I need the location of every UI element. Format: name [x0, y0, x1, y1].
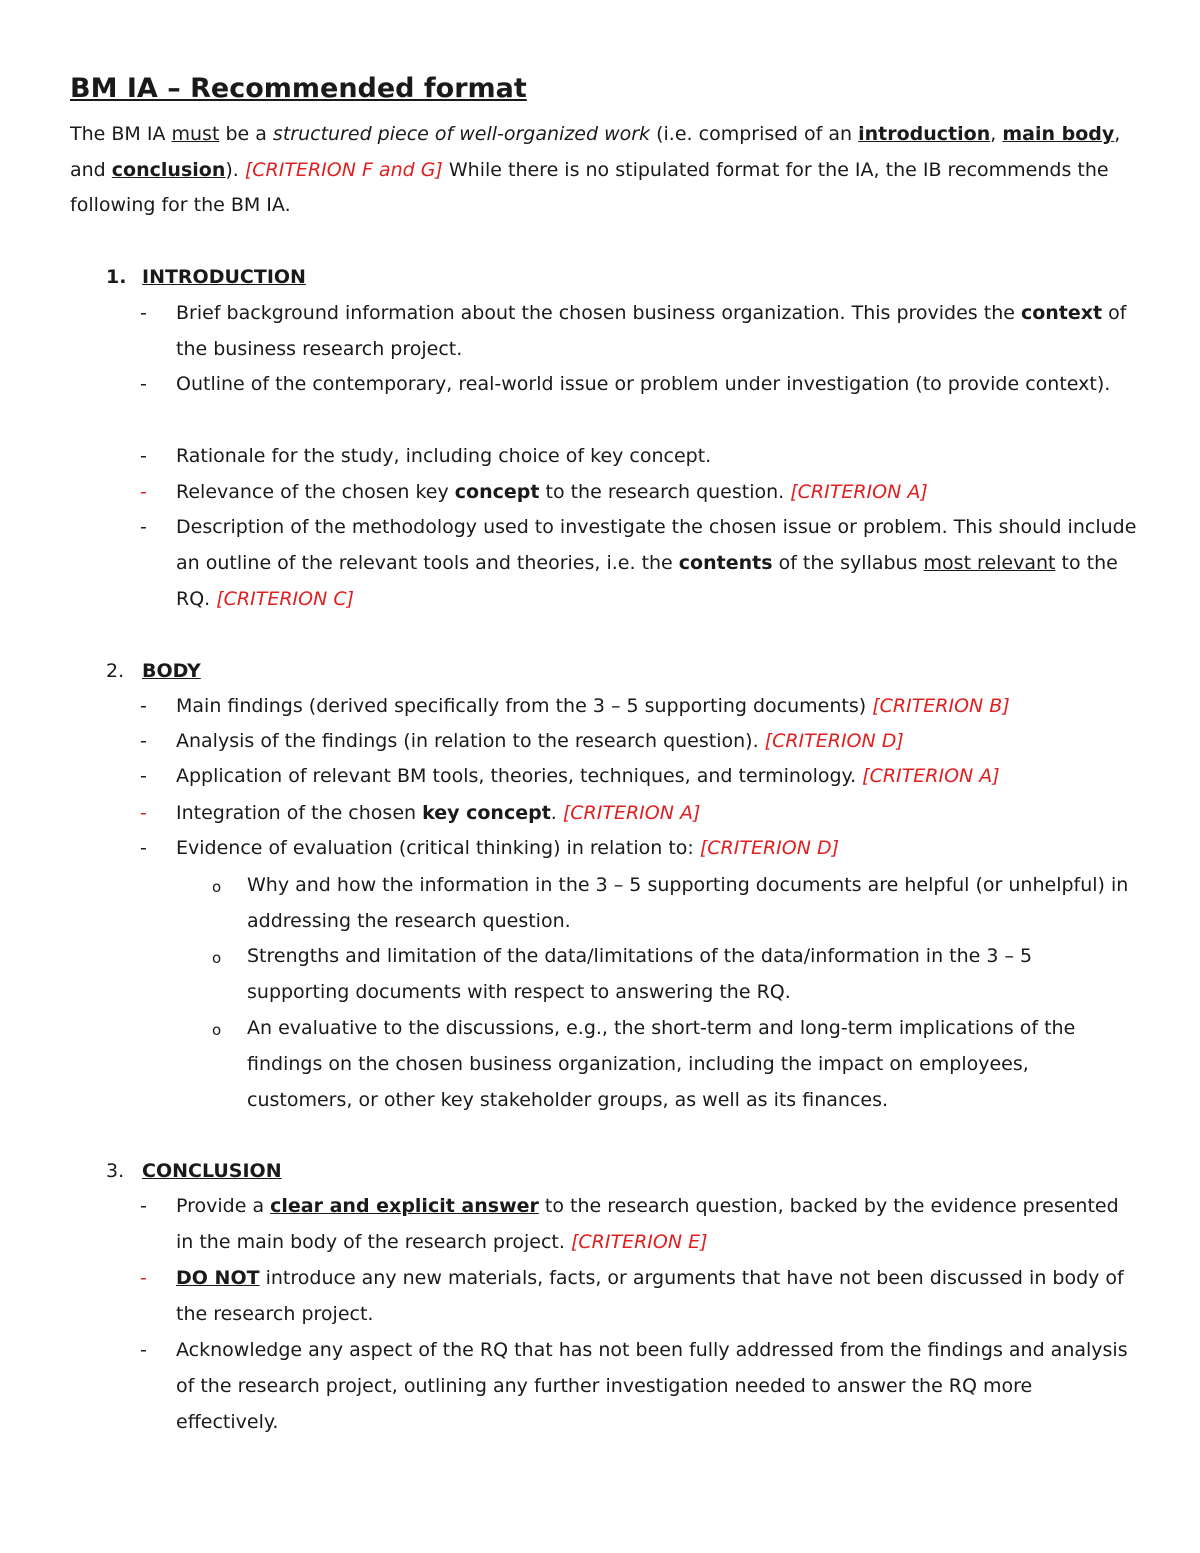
list-item: - Relevance of the chosen key concept to the research question. [CRITERION A] [140, 474, 1140, 510]
emphasis-conclusion: conclusion [111, 158, 226, 181]
criterion-tag: [CRITERION A] [862, 765, 1000, 787]
list-item: - Outline of the contemporary, real-world issue or problem under investigation (to provide context). [140, 366, 1140, 402]
emphasis-structured: structured piece of well-organized work [272, 123, 651, 145]
emphasis-must: must [171, 123, 220, 145]
sub-list-item: o Why and how the information in the 3 – 5 supporting documents are helpful (or unhelpful) in addressing the research question. [210, 867, 1130, 939]
criterion-tag: [CRITERION F and G] [244, 158, 443, 181]
criterion-tag: [CRITERION D] [764, 730, 904, 752]
section-title: CONCLUSION [142, 1160, 282, 1182]
dash-bullet: - [140, 1339, 147, 1361]
dash-bullet: - [140, 765, 147, 787]
dash-bullet: - [140, 1267, 147, 1289]
circle-bullet-icon: o [212, 1021, 222, 1039]
dash-bullet: - [140, 695, 147, 717]
dash-bullet: - [140, 373, 147, 395]
intro-paragraph: The BM IA must be a structured piece of well-organized work (i.e. comprised of an introduction, main body, and conclusion). [CRITERION F and G] While there is no stipulated format for the IA, the IB recommends the following for the BM IA. [70, 123, 1121, 216]
dash-bullet: - [140, 481, 147, 503]
dash-bullet: - [140, 445, 147, 467]
list-item: - Brief background information about the chosen business organization. This provides the context of the business research project. [140, 295, 1140, 367]
criterion-tag: [CRITERION D] [699, 837, 840, 859]
section-title: INTRODUCTION [142, 266, 306, 288]
dash-bullet: - [140, 1195, 147, 1217]
list-item: - DO NOT introduce any new materials, facts, or arguments that have not been discussed in body of the research project. [140, 1260, 1140, 1332]
circle-bullet-icon: o [212, 878, 222, 896]
section-heading-conclusion [106, 1156, 282, 1186]
section-number: 3. [106, 1160, 125, 1182]
criterion-tag: [CRITERION C] [216, 588, 355, 610]
list-item: - Provide a clear and explicit answer to the research question, backed by the evidence presented in the main body of the research project. [CRITERION E] [140, 1188, 1140, 1260]
dash-bullet: - [140, 802, 147, 824]
criterion-tag: [CRITERION A] [790, 481, 928, 503]
sub-list-item: o An evaluative to the discussions, e.g., the short-term and long-term implications of the findings on the chosen business organization, including the impact on employees, customers, or other key stakeholder groups, as well as its finances. [210, 1010, 1130, 1118]
list-item: - Evidence of evaluation (critical thinking) in relation to: [CRITERION D] [140, 830, 1140, 866]
criterion-tag: [CRITERION B] [872, 695, 1010, 717]
list-item: - Description of the methodology used to investigate the chosen issue or problem. This should include an outline of the relevant tools and theories, i.e. the contents of the syllabus most relevant to the RQ. [CRITERION C] [140, 509, 1140, 617]
section-number: 2. [106, 660, 125, 682]
criterion-tag: [CRITERION E] [570, 1231, 708, 1253]
list-item: - Integration of the chosen key concept. [CRITERION A] [140, 795, 1140, 831]
dash-bullet: - [140, 302, 147, 324]
emphasis-main-body: main body [1002, 123, 1115, 145]
circle-bullet-icon: o [212, 949, 222, 967]
list-item: - Application of relevant BM tools, theories, techniques, and terminology. [CRITERION A] [140, 758, 1140, 794]
sub-list-item: o Strengths and limitation of the data/limitations of the data/information in the 3 – 5 supporting documents with respect to answering the RQ. [210, 938, 1130, 1010]
section-number: 1. [106, 266, 127, 288]
list-item: - Main findings (derived specifically from the 3 – 5 supporting documents) [CRITERION B] [140, 688, 1140, 724]
section-title: BODY [142, 660, 201, 682]
list-item: - Analysis of the findings (in relation to the research question). [CRITERION D] [140, 723, 1140, 759]
section-heading-introduction [106, 262, 306, 292]
dash-bullet: - [140, 837, 147, 859]
dash-bullet: - [140, 516, 147, 538]
section-heading-body [106, 656, 201, 686]
criterion-tag: [CRITERION A] [562, 802, 701, 824]
emphasis-introduction: introduction [858, 123, 991, 145]
list-item: - Rationale for the study, including choice of key concept. [140, 438, 1140, 474]
dash-bullet: - [140, 730, 147, 752]
list-item: - Acknowledge any aspect of the RQ that has not been fully addressed from the findings and analysis of the research project, outlining any further investigation needed to answer the RQ more effectively. [140, 1332, 1140, 1440]
page-title: BM IA – Recommended format [70, 73, 527, 104]
